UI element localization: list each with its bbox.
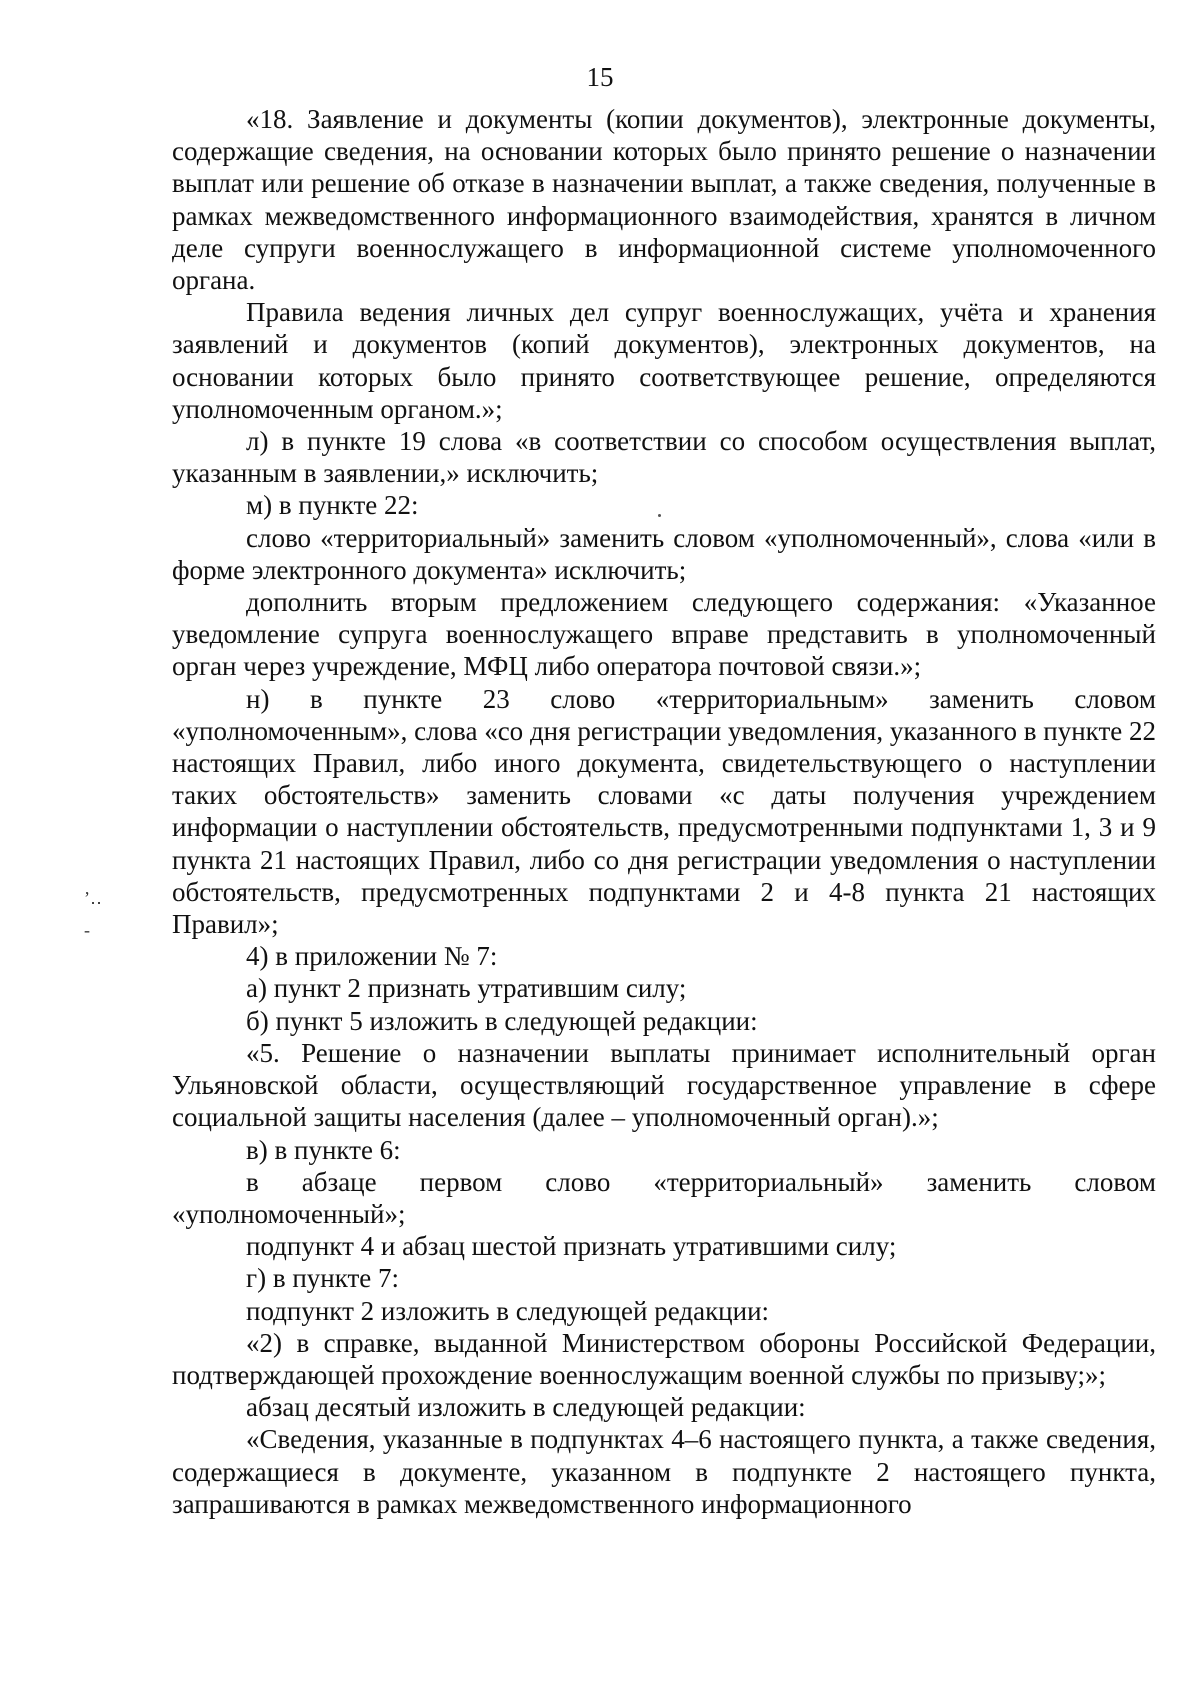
paragraph: «18. Заявление и документы (копии документов), электронные документы, содержащие сведения, на основании которых было принято решение о назначении выплат или решение об отказе в назначении выплат, а также сведения, полученные в рамках межведомственного информационного взаимодействия, хранятся в личном деле супруги военнослужащего в информационной системе уполномоченного органа. <box>172 104 1156 296</box>
paragraph: м) в пункте 22: <box>246 490 419 521</box>
paragraph: л) в пункте 19 слова «в соответствии со способом осуществления выплат, указанным в заявлении,» исключить; <box>172 426 1156 489</box>
paragraph: в абзаце первом слово «территориальный» заменить словом «уполномоченный»; <box>172 1166 1156 1229</box>
page-number: 15 <box>586 62 614 92</box>
document-body <box>172 103 1156 1520</box>
paragraph: «5. Решение о назначении выплаты принимает исполнительный орган Ульяновской области, осуществляющий государственное управление в сфере социальной защиты населения (далее – уполномоченный орган).»; <box>172 1037 1156 1133</box>
paragraph: подпункт 2 изложить в следующей редакции: <box>246 1295 770 1326</box>
paragraph: н) в пункте 23 слово «территориальным» заменить словом «уполномоченным», слова «со дня регистрации уведомления, указанного в пункте 22 настоящих Правил, либо иного документа, свидетельствующего о наступлении таких обстоятельств» заменить словами «с даты получения учреждением информации о наступлении обстоятельств, предусмотренными подпунктами 1, 3 и 9 пункта 21 настоящих Правил, либо со дня регистрации уведомления о наступлении обстоятельств, предусмотренных подпунктами 2 и 4-8 пункта 21 настоящих Правил»; <box>172 683 1156 940</box>
paragraph: б) пункт 5 изложить в следующей редакции: <box>246 1005 758 1036</box>
paragraph: Правила ведения личных дел супруг военнослужащих, учёта и хранения заявлений и документов (копий документов), электронных документов, на основании которых было принято соответствующее решение, определяются уполномоченным органом.»; <box>172 297 1156 424</box>
paragraph: «2) в справке, выданной Министерством обороны Российской Федерации, подтверждающей прохождение военнослужащим военной службы по призыву;»; <box>172 1327 1156 1390</box>
paragraph: слово «территориальный» заменить словом «уполномоченный», слова «или в форме электронного документа» исключить; <box>172 522 1156 585</box>
paragraph: 4) в приложении № 7: <box>246 941 498 972</box>
paragraph: абзац десятый изложить в следующей редакции: <box>246 1392 806 1423</box>
paragraph: а) пункт 2 признать утратившим силу; <box>246 973 687 1004</box>
paragraph: подпункт 4 и абзац шестой признать утратившими силу; <box>246 1231 897 1262</box>
paragraph: дополнить вторым предложением следующего содержания: «Указанное уведомление супруга военнослужащего вправе представить в уполномоченный орган через учреждение, МФЦ либо оператора почтовой связи.»; <box>172 587 1156 682</box>
margin-scan-mark: ʼ‥ <box>84 888 103 908</box>
margin-scan-mark: - <box>84 920 90 940</box>
paragraph: г) в пункте 7: <box>246 1263 400 1294</box>
paragraph: «Сведения, указанные в подпунктах 4–6 настоящего пункта, а также сведения, содержащиеся в документе, указанном в подпункте 2 настоящего пункта, запрашиваются в рамках межведомственного информационного <box>172 1424 1156 1519</box>
paragraph: в) в пункте 6: <box>246 1134 401 1165</box>
